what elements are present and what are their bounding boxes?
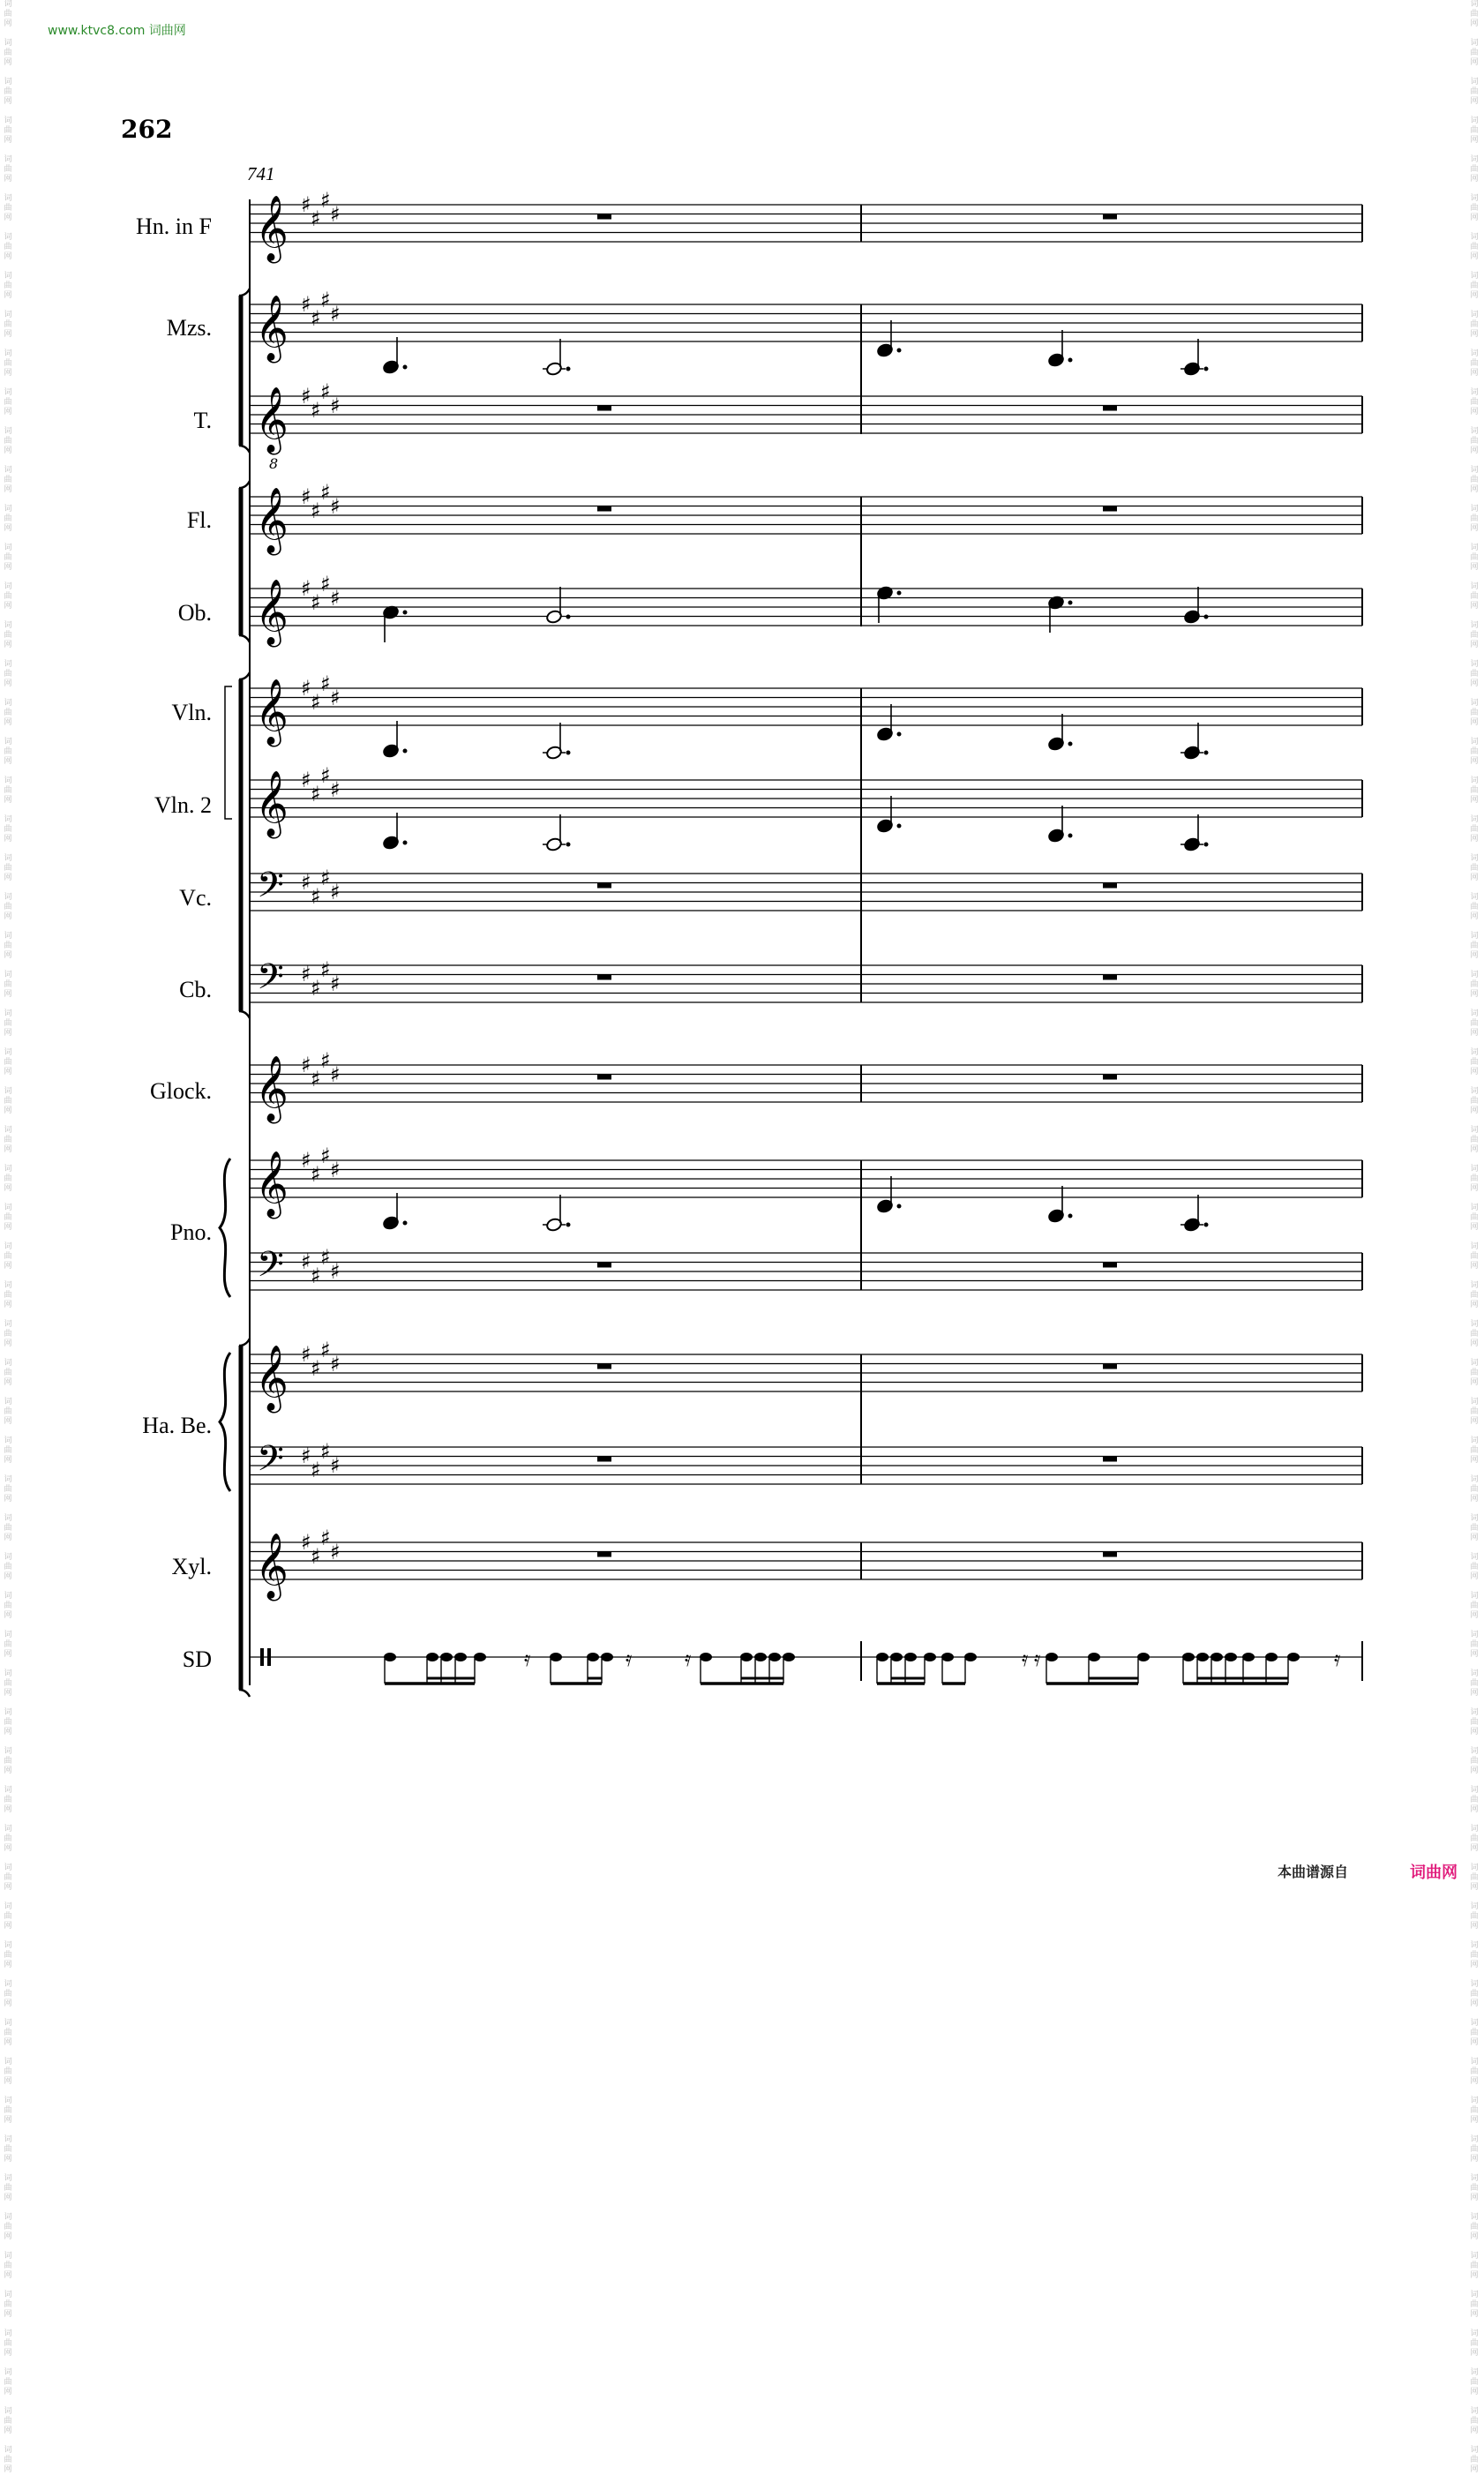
augmentation-dot <box>403 611 408 615</box>
sharp-accidental: ♯ <box>301 292 311 317</box>
augmentation-dot <box>1204 843 1209 847</box>
drum-note <box>890 1653 903 1661</box>
whole-rest <box>1103 883 1117 889</box>
whole-rest <box>597 1263 611 1268</box>
whole-rest <box>1103 975 1117 980</box>
sharp-accidental: ♯ <box>330 971 341 996</box>
sharp-accidental: ♯ <box>311 1544 321 1569</box>
drum-note <box>1046 1653 1058 1661</box>
sharp-accidental: ♯ <box>320 1048 331 1073</box>
sharp-accidental: ♯ <box>301 768 311 792</box>
sixteenth-rest: 𝄿 <box>626 1646 633 1671</box>
bass-clef: 𝄢 <box>257 1438 284 1488</box>
label-xylophone: Xyl. <box>171 1554 212 1579</box>
whole-rest <box>1103 1263 1117 1268</box>
augmentation-dot <box>566 751 571 755</box>
whole-rest <box>1103 1364 1117 1369</box>
right-watermark-strip: 词 曲 网 词 曲 网 词 曲 网 词 曲 网 词 曲 网 词 曲 网 词 曲 网 词 曲 网 词 曲 网 词 曲 网 词 曲 网 词 曲 网 词 曲 网 词 曲 网 词 曲 网 词 曲 网 词 曲 网 词 曲 网 词 曲 网 词 曲 网 词 曲 网 词 曲 网 词 曲 网 词 曲 网 词 曲 网 词 曲 网 词 曲 网 词 曲 网 词 曲 网 词 曲 网 词 曲 网 词 曲 网 词 曲 网 词 曲 网 词 曲 网 词 曲 网 词 曲 网 词 曲 网 词 曲 网 词 曲 网 词 曲 网 词 曲 网 词 曲 网 词 曲 网 词 曲 网 词 曲 网 词 曲 网 词 曲 网 词 曲 网 词 曲 网 词 曲 网 词 曲 网 词 曲 网 词 曲 网 词 曲 网 词 曲 网 词 曲 网 词 曲 网 词 曲 网 词 曲 网 词 曲 网 词 曲 网 词 曲 网 词 曲 网 <box>1470 0 1479 2474</box>
sharp-accidental: ♯ <box>311 884 321 909</box>
left-watermark-strip: 词 曲 网 词 曲 网 词 曲 网 词 曲 网 词 曲 网 词 曲 网 词 曲 网 词 曲 网 词 曲 网 词 曲 网 词 曲 网 词 曲 网 词 曲 网 词 曲 网 词 曲 网 词 曲 网 词 曲 网 词 曲 网 词 曲 网 词 曲 网 词 曲 网 词 曲 网 词 曲 网 词 曲 网 词 曲 网 词 曲 网 词 曲 网 词 曲 网 词 曲 网 词 曲 网 词 曲 网 词 曲 网 词 曲 网 词 曲 网 词 曲 网 词 曲 网 词 曲 网 词 曲 网 词 曲 网 词 曲 网 词 曲 网 词 曲 网 词 曲 网 词 曲 网 词 曲 网 词 曲 网 词 曲 网 词 曲 网 词 曲 网 词 曲 网 词 曲 网 词 曲 网 词 曲 网 词 曲 网 词 曲 网 词 曲 网 词 曲 网 词 曲 网 词 曲 网 词 曲 网 词 曲 网 词 曲 网 词 曲 网 词 曲 网 <box>4 0 12 2474</box>
augmentation-dot <box>897 1204 902 1209</box>
whole-rest <box>1103 1457 1117 1462</box>
augmentation-dot <box>566 615 571 619</box>
augmentation-dot <box>403 841 408 845</box>
whole-rest <box>597 883 611 889</box>
sharp-accidental: ♯ <box>320 572 331 596</box>
drum-note <box>783 1653 795 1661</box>
treble-clef: 𝄞 <box>255 196 289 261</box>
strings-bracket-cap <box>239 672 250 679</box>
sharp-accidental: ♯ <box>301 1148 311 1173</box>
drum-note <box>904 1653 917 1661</box>
sixteenth-rest: 𝄿 <box>524 1646 531 1671</box>
sharp-accidental: ♯ <box>301 1342 311 1367</box>
drum-note <box>454 1653 467 1661</box>
sharp-accidental: ♯ <box>320 1526 331 1550</box>
drum-note <box>924 1653 936 1661</box>
augmentation-dot <box>403 365 408 370</box>
sharp-accidental: ♯ <box>301 1053 311 1077</box>
footer-source-text: 本曲谱源自 <box>1278 1864 1349 1880</box>
sharp-accidental: ♯ <box>330 1158 341 1182</box>
whole-rest <box>1103 214 1117 220</box>
label-flute: Fl. <box>186 507 212 533</box>
augmentation-dot <box>403 749 408 754</box>
sharp-accidental: ♯ <box>311 1067 321 1091</box>
sharp-accidental: ♯ <box>330 202 341 227</box>
label-piano: Pno. <box>170 1219 212 1245</box>
whole-rest <box>597 506 611 512</box>
sixteenth-rest: 𝄿 <box>1022 1646 1029 1671</box>
treble-clef: 𝄞 <box>255 387 289 453</box>
footer-brand: 词曲网 <box>1410 1864 1458 1882</box>
whole-rest <box>1103 1552 1117 1557</box>
sharp-accidental: ♯ <box>301 192 311 217</box>
sharp-accidental: ♯ <box>311 782 321 806</box>
drum-note <box>474 1653 486 1661</box>
site-watermark: www.ktvc8.com 词曲网 <box>48 24 186 38</box>
sharp-accidental: ♯ <box>311 690 321 715</box>
sharp-accidental: ♯ <box>311 1458 321 1482</box>
octave-mark: 8 <box>269 455 279 472</box>
sharp-accidental: ♯ <box>311 306 321 331</box>
drum-note <box>1242 1653 1255 1661</box>
sharp-accidental: ♯ <box>330 1540 341 1564</box>
sharp-accidental: ♯ <box>320 1338 331 1362</box>
sharp-accidental: ♯ <box>320 1439 331 1464</box>
label-oboe: Ob. <box>177 600 212 626</box>
sharp-accidental: ♯ <box>301 1444 311 1468</box>
sixteenth-rest: 𝄿 <box>1334 1646 1341 1671</box>
measure-number: 741 <box>247 163 275 184</box>
sharp-accidental: ♯ <box>330 1352 341 1376</box>
drum-note <box>426 1653 438 1661</box>
drum-note <box>754 1653 767 1661</box>
sharp-accidental: ♯ <box>301 870 311 895</box>
drum-note <box>1210 1653 1223 1661</box>
drum-note <box>768 1653 781 1661</box>
sharp-accidental: ♯ <box>301 962 311 986</box>
drum-note <box>941 1653 954 1661</box>
sharp-accidental: ♯ <box>311 499 321 523</box>
augmentation-dot <box>566 367 571 371</box>
sharp-accidental: ♯ <box>311 1264 321 1288</box>
sharp-accidental: ♯ <box>301 484 311 509</box>
sharp-accidental: ♯ <box>311 1162 321 1187</box>
drum-note <box>384 1653 396 1661</box>
augmentation-dot <box>566 843 571 847</box>
sharp-accidental: ♯ <box>330 494 341 519</box>
bass-clef: 𝄢 <box>257 956 284 1006</box>
augmentation-dot <box>403 1221 408 1226</box>
augmentation-dot <box>1204 367 1209 371</box>
drum-note <box>1265 1653 1278 1661</box>
drum-note <box>1225 1653 1237 1661</box>
vocal-bracket-cap <box>239 446 250 453</box>
drum-note <box>1196 1653 1209 1661</box>
sharp-accidental: ♯ <box>330 686 341 710</box>
sharp-accidental: ♯ <box>311 206 321 231</box>
label-tenor: T. <box>193 408 212 433</box>
sharp-accidental: ♯ <box>311 1356 321 1381</box>
augmentation-dot <box>1068 601 1073 605</box>
sharp-accidental: ♯ <box>301 576 311 601</box>
whole-rest <box>597 1457 611 1462</box>
bass-clef: 𝄢 <box>257 865 284 914</box>
drum-note <box>700 1653 712 1661</box>
woodwind-bracket-cap <box>239 635 250 642</box>
augmentation-dot <box>1068 742 1073 746</box>
sharp-accidental: ♯ <box>330 1062 341 1087</box>
sharp-accidental: ♯ <box>320 1245 331 1270</box>
augmentation-dot <box>897 732 902 737</box>
sharp-accidental: ♯ <box>320 379 331 404</box>
label-violin-2: Vln. 2 <box>154 792 212 818</box>
strings-bracket-cap <box>239 1011 250 1018</box>
augmentation-dot <box>1068 1214 1073 1219</box>
sharp-accidental: ♯ <box>320 288 331 312</box>
augmentation-dot <box>1068 358 1073 363</box>
drum-note <box>740 1653 753 1661</box>
label-snare-drum: SD <box>182 1646 212 1672</box>
sharp-accidental: ♯ <box>311 976 321 1001</box>
bass-clef: 𝄢 <box>257 1244 284 1294</box>
treble-clef: 𝄞 <box>255 679 289 745</box>
whole-rest <box>1103 406 1117 411</box>
augmentation-dot <box>897 591 902 596</box>
treble-clef: 𝄞 <box>255 296 289 361</box>
augmentation-dot <box>566 1223 571 1227</box>
harp-brace <box>220 1353 230 1491</box>
drum-note <box>1088 1653 1100 1661</box>
whole-rest <box>597 214 611 220</box>
sharp-accidental: ♯ <box>320 188 331 213</box>
sharp-accidental: ♯ <box>301 1249 311 1274</box>
page-number: 262 <box>121 115 173 144</box>
drum-note <box>1287 1653 1300 1661</box>
whole-rest <box>1103 506 1117 512</box>
sharp-accidental: ♯ <box>320 866 331 890</box>
woodwind-bracket-cap <box>239 481 250 488</box>
drum-note <box>1137 1653 1150 1661</box>
whole-rest <box>597 975 611 980</box>
whole-rest <box>597 406 611 411</box>
treble-clef: 𝄞 <box>255 580 289 645</box>
whole-rest <box>1103 1075 1117 1080</box>
sharp-accidental: ♯ <box>320 671 331 696</box>
augmentation-dot <box>897 824 902 829</box>
treble-clef: 𝄞 <box>255 1056 289 1121</box>
augmentation-dot <box>897 349 902 353</box>
label-violin-1: Vln. <box>171 700 212 725</box>
percussion-clef <box>260 1648 264 1666</box>
label-harp-bells: Ha. Be. <box>142 1413 212 1438</box>
sharp-accidental: ♯ <box>301 384 311 409</box>
drum-note <box>876 1653 888 1661</box>
treble-clef: 𝄞 <box>255 1534 289 1599</box>
whole-rest <box>597 1364 611 1369</box>
label-glockenspiel: Glock. <box>149 1078 212 1104</box>
drum-note <box>1182 1653 1195 1661</box>
percussion-bracket-cap <box>239 1690 250 1697</box>
label-cello: Vc. <box>179 885 212 911</box>
treble-clef: 𝄞 <box>255 1151 289 1217</box>
sharp-accidental: ♯ <box>311 398 321 423</box>
drum-note <box>440 1653 453 1661</box>
augmentation-dot <box>1204 751 1209 755</box>
treble-clef: 𝄞 <box>255 1346 289 1411</box>
sharp-accidental: ♯ <box>320 1144 331 1168</box>
sharp-accidental: ♯ <box>320 763 331 788</box>
percussion-clef <box>267 1648 271 1666</box>
sharp-accidental: ♯ <box>330 1259 341 1284</box>
piano-brace <box>220 1159 230 1297</box>
augmentation-dot <box>1068 834 1073 838</box>
sharp-accidental: ♯ <box>330 1453 341 1478</box>
sharp-accidental: ♯ <box>330 394 341 418</box>
label-contrabass: Cb. <box>179 977 212 1002</box>
treble-clef: 𝄞 <box>255 488 289 553</box>
sixteenth-rest: 𝄿 <box>685 1646 692 1671</box>
sharp-accidental: ♯ <box>320 480 331 505</box>
sharp-accidental: ♯ <box>330 302 341 326</box>
drum-note <box>964 1653 977 1661</box>
drum-note <box>601 1653 613 1661</box>
sharp-accidental: ♯ <box>330 777 341 802</box>
sharp-accidental: ♯ <box>320 957 331 982</box>
violin-subbracket <box>225 686 232 819</box>
sharp-accidental: ♯ <box>301 676 311 701</box>
treble-clef: 𝄞 <box>255 771 289 836</box>
sharp-accidental: ♯ <box>301 1530 311 1555</box>
drum-note <box>587 1653 599 1661</box>
augmentation-dot <box>1204 1223 1209 1227</box>
sharp-accidental: ♯ <box>330 586 341 611</box>
label-mezzo-soprano: Mzs. <box>166 315 212 341</box>
vocal-bracket-cap <box>239 289 250 296</box>
sharp-accidental: ♯ <box>330 880 341 904</box>
whole-rest <box>597 1552 611 1557</box>
sixteenth-rest: 𝄿 <box>1034 1646 1041 1671</box>
sharp-accidental: ♯ <box>311 590 321 615</box>
drum-note <box>550 1653 562 1661</box>
label-horn: Hn. in F <box>136 214 212 239</box>
augmentation-dot <box>1204 615 1209 619</box>
whole-rest <box>597 1075 611 1080</box>
percussion-bracket-cap <box>239 1339 250 1346</box>
